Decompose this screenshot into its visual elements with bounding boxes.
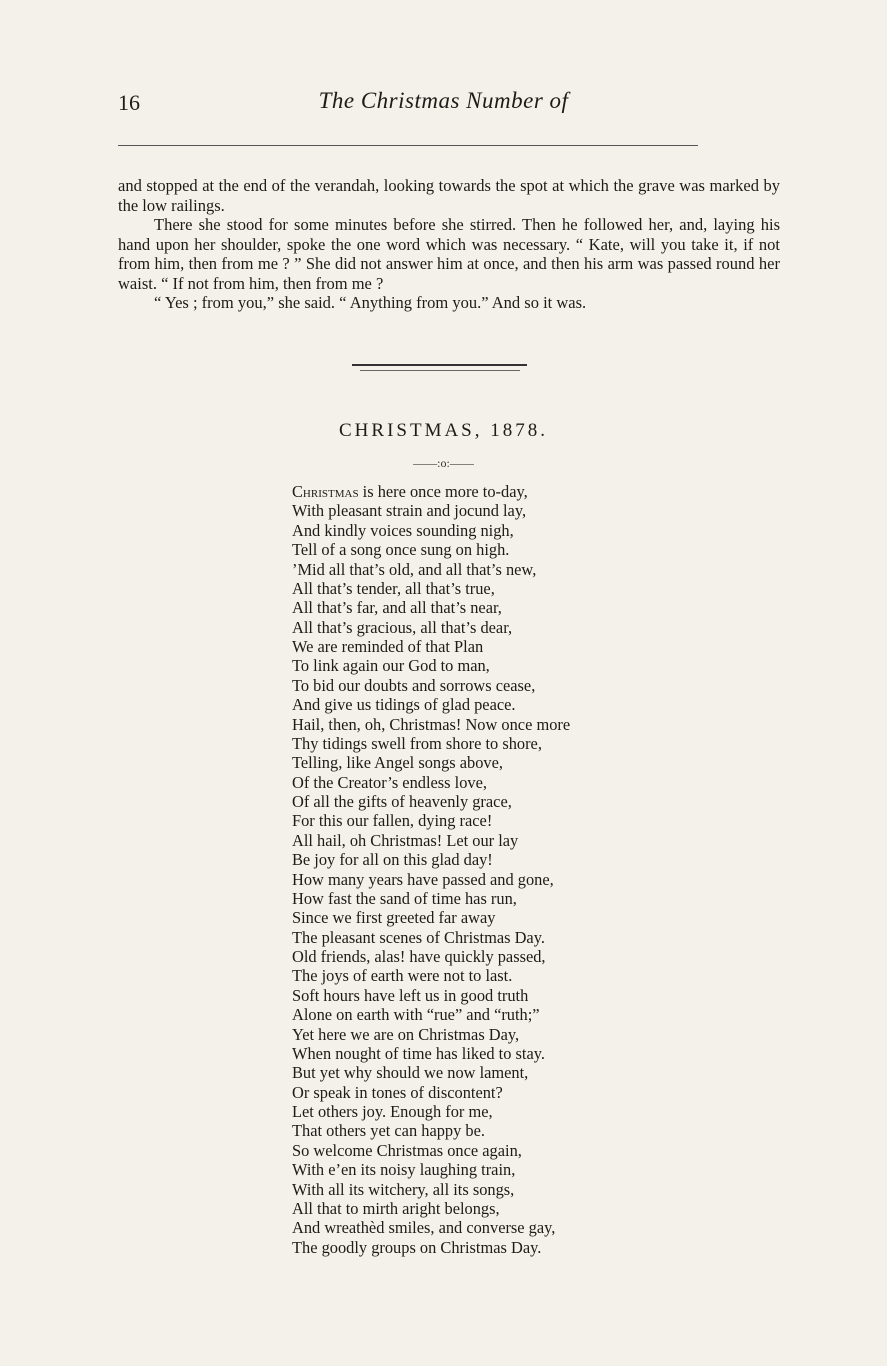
poem-line: When nought of time has liked to stay. <box>292 1043 545 1063</box>
section-divider-thick <box>352 364 527 366</box>
poem-line: We are reminded of that Plan <box>292 637 484 656</box>
poem-line: Alone on earth with “rue” and “ruth;” <box>292 1005 540 1025</box>
poem-title: CHRISTMAS, 1878. <box>339 420 548 441</box>
poem-line: And kindly voices sounding nigh, <box>292 520 514 540</box>
poem-line: To link again our God to man, <box>292 656 490 676</box>
poem-first-line-rest: is here once more to-day, <box>358 482 528 501</box>
poem-line: Tell of a song once sung on high. <box>292 540 510 560</box>
poem-line: But yet why should we now lament, <box>292 1063 529 1083</box>
poem-line: All that’s gracious, all that’s dear, <box>292 617 513 637</box>
poem-line: The pleasant scenes of Christmas Day. <box>292 927 545 947</box>
poem-line: How fast the sand of time has run, <box>292 888 517 908</box>
prose-paragraph-2: There she stood for some minutes before she stirred. Then he followed her, and, laying his hand upon her shoulder, spoke the one word which was necessary. “ Kate, will you take it, if not from him, then from me ? ” She did not answer him at once, and then his arm was passed round her waist. “ If not from him, then from me ? <box>118 215 780 293</box>
poem-line: To bid our doubts and sorrows cease, <box>292 675 536 695</box>
poem-line: And wreathèd smiles, and converse gay, <box>292 1218 556 1238</box>
poem-line: How many years have passed and gone, <box>292 869 554 889</box>
poem-line: Telling, like Angel songs above, <box>292 753 503 773</box>
poem-line: Let others joy. Enough for me, <box>292 1102 493 1121</box>
poem-line: Thy tidings swell from shore to shore, <box>292 733 542 753</box>
poem-line: Old friends, alas! have quickly passed, <box>292 947 546 966</box>
poem-line: Of all the gifts of heavenly grace, <box>292 792 512 811</box>
poem-line: With all its witchery, all its songs, <box>292 1179 515 1199</box>
poem-line: Yet here we are on Christmas Day, <box>292 1024 520 1044</box>
poem-line: Hail, then, oh, Christmas! Now once more <box>292 714 571 734</box>
poem-ornament: ——:o:—— <box>413 456 474 470</box>
poem-line: With e’en its noisy laughing train, <box>292 1160 516 1180</box>
header-rule <box>118 145 698 146</box>
poem-body <box>292 482 712 1257</box>
poem-line: Soft hours have left us in good truth <box>292 985 529 1005</box>
poem-line: With pleasant strain and jocund lay, <box>292 501 527 521</box>
poem-line: All that to mirth aright belongs, <box>292 1198 500 1218</box>
page-number: 16 <box>118 90 140 115</box>
poem-line: For this our fallen, dying race! <box>292 811 493 831</box>
poem-line: Or speak in tones of discontent? <box>292 1082 503 1102</box>
poem-line-first <box>292 482 712 501</box>
poem-line: ’Mid all that’s old, and all that’s new, <box>292 559 537 579</box>
prose-paragraph-3: “ Yes ; from you,” she said. “ Anything from you.” And so it was. <box>154 293 587 312</box>
poem-line: Of the Creator’s endless love, <box>292 772 487 792</box>
running-title: The Christmas Number of <box>318 88 569 113</box>
poem-line: The goodly groups on Christmas Day. <box>292 1237 542 1257</box>
poem-line: All that’s far, and all that’s near, <box>292 598 502 618</box>
poem-line: All that’s tender, all that’s true, <box>292 578 495 598</box>
poem-line: The joys of earth were not to last. <box>292 966 513 986</box>
poem-line: Be joy for all on this glad day! <box>292 850 493 870</box>
section-divider-thin <box>360 370 520 371</box>
poem-line: So welcome Christmas once again, <box>292 1140 522 1160</box>
poem-line: Since we first greeted far away <box>292 908 496 928</box>
poem-line: And give us tidings of glad peace. <box>292 695 516 715</box>
prose-paragraph-1: and stopped at the end of the verandah, looking towards the spot at which the grave was marked by the low railings. <box>118 176 780 215</box>
prose-block <box>118 176 780 313</box>
poem-line: That others yet can happy be. <box>292 1121 485 1141</box>
poem-line: All hail, oh Christmas! Let our lay <box>292 830 519 850</box>
poem-first-word: Christmas <box>292 482 359 501</box>
